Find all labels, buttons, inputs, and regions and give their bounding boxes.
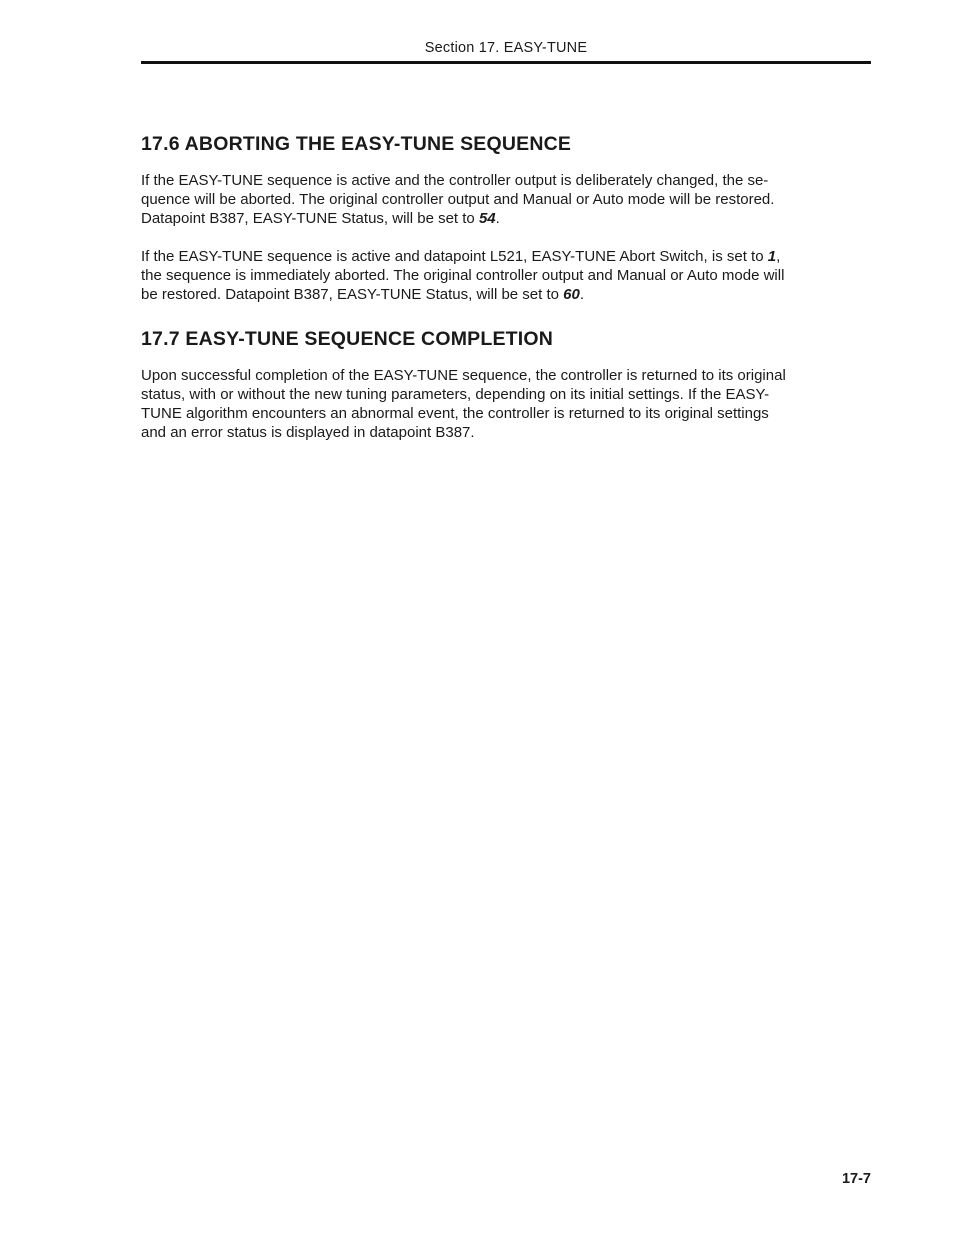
- section-17-7: [141, 326, 861, 442]
- status-value: 60: [563, 286, 580, 303]
- punctuation: ,: [776, 248, 781, 265]
- page-content: [141, 131, 861, 442]
- text-line: the sequence is immediately aborted. The original controller output and Manual or Auto mode will: [141, 267, 785, 284]
- text-line: be restored. Datapoint B387, EASY-TUNE Status, will be set to: [141, 286, 564, 303]
- text-line: quence will be aborted. The original controller output and Manual or Auto mode will be restored.: [141, 191, 775, 208]
- section-heading: 17.6 ABORTING THE EASY-TUNE SEQUENCE: [141, 133, 572, 155]
- text-line: TUNE algorithm encounters an abnormal event, the controller is returned to its original settings: [141, 405, 769, 422]
- paragraph: [141, 171, 861, 228]
- text-line: If the EASY-TUNE sequence is active and datapoint L521, EASY-TUNE Abort Switch, is set to: [141, 248, 768, 265]
- punctuation: .: [495, 210, 500, 227]
- header-rule: [141, 61, 871, 64]
- section-17-6: [141, 131, 861, 304]
- text-line: Datapoint B387, EASY-TUNE Status, will be set to: [141, 210, 479, 227]
- text-line: status, with or without the new tuning parameters, depending on its initial settings. If the EASY-: [141, 386, 770, 403]
- section-heading: 17.7 EASY-TUNE SEQUENCE COMPLETION: [141, 328, 554, 350]
- status-value: 54: [478, 210, 496, 227]
- page-number: 17-7: [841, 1171, 871, 1187]
- punctuation: .: [579, 286, 585, 303]
- text-line: Upon successful completion of the EASY-TUNE sequence, the controller is returned to its original: [141, 367, 786, 384]
- text-line: If the EASY-TUNE sequence is active and the controller output is deliberately changed, the se-: [141, 172, 769, 189]
- switch-value: 1: [767, 248, 777, 265]
- running-header: Section 17. EASY-TUNE: [424, 40, 588, 56]
- paragraph: [141, 366, 861, 442]
- paragraph: [141, 247, 861, 304]
- text-line: and an error status is displayed in datapoint B387.: [141, 424, 475, 441]
